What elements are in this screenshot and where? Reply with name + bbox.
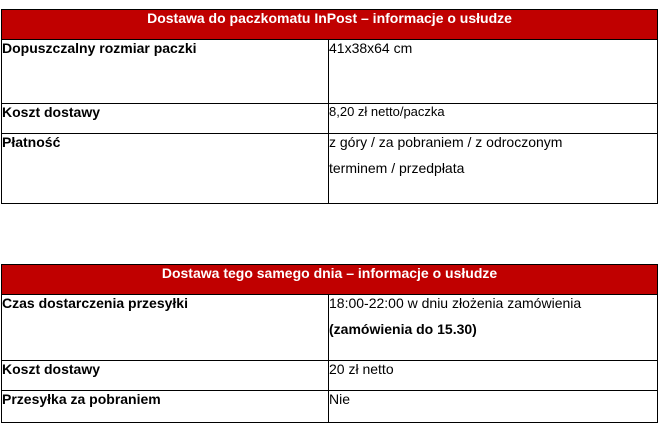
table-row <box>2 391 658 423</box>
table-header-row <box>2 10 658 40</box>
same-day-table-title: Dostawa tego samego dnia – informacje o usłudze <box>2 265 658 295</box>
table-row <box>2 295 658 361</box>
row-value: 8,20 zł netto/paczka <box>329 104 658 134</box>
table-header-row <box>2 265 658 295</box>
row-value-line-2: terminem / przedpłata <box>329 160 465 176</box>
table-row <box>2 40 658 104</box>
inpost-info-table <box>1 9 658 204</box>
row-value-line-2: (zamówienia do 15.30) <box>329 321 477 337</box>
row-value <box>329 295 658 361</box>
row-value: Nie <box>329 391 658 423</box>
table-row <box>2 361 658 391</box>
row-label: Czas dostarczenia przesyłki <box>2 295 329 361</box>
row-label: Przesyłka za pobraniem <box>2 391 329 423</box>
table-row <box>2 134 658 204</box>
row-value-line-1: z góry / za pobraniem / z odroczonym <box>329 134 563 150</box>
row-value <box>329 134 658 204</box>
row-label: Koszt dostawy <box>2 104 329 134</box>
same-day-info-table <box>1 264 658 423</box>
table-row <box>2 104 658 134</box>
inpost-table-title: Dostawa do paczkomatu InPost – informacje o usłudze <box>2 10 658 40</box>
row-value: 41x38x64 cm <box>329 40 658 104</box>
row-value-line-1: 18:00-22:00 w dniu złożenia zamówienia <box>329 295 582 311</box>
row-label: Koszt dostawy <box>2 361 329 391</box>
row-value: 20 zł netto <box>329 361 658 391</box>
row-label: Płatność <box>2 134 329 204</box>
row-label: Dopuszczalny rozmiar paczki <box>2 40 329 104</box>
